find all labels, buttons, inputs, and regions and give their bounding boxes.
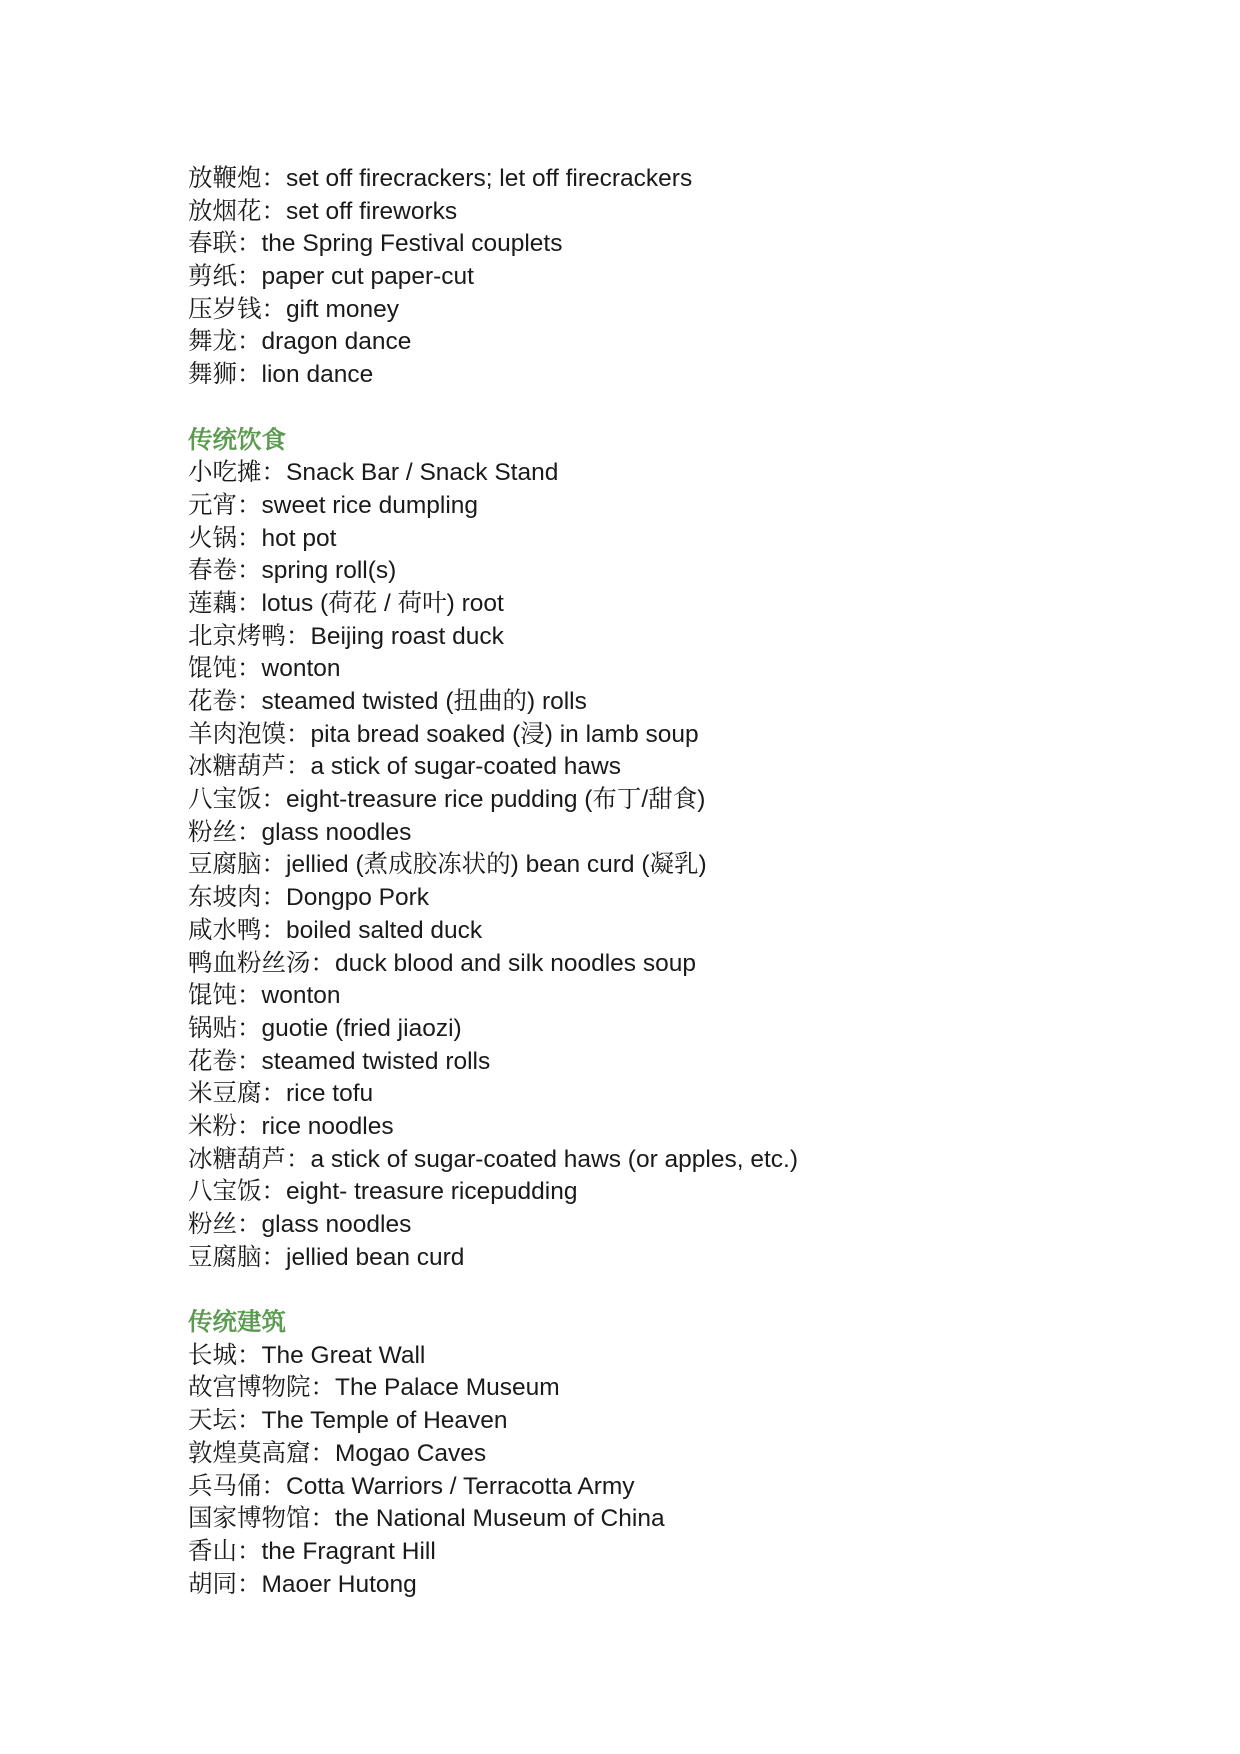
section-spacer — [188, 392, 1188, 425]
section-spacer — [188, 1274, 1188, 1307]
section-customs — [188, 163, 1188, 392]
list-item: 国家博物馆：the National Museum of China — [188, 1505, 665, 1533]
list-item: 春卷：spring roll(s) — [188, 557, 397, 585]
list-item: 故宫博物院：The Palace Museum — [188, 1374, 560, 1402]
list-item: 豆腐脑：jellied bean curd — [188, 1243, 465, 1271]
list-item: 舞龙：dragon dance — [188, 328, 412, 356]
list-item: 火锅：hot pot — [188, 524, 337, 552]
list-item: 锅贴：guotie (fried jiaozi) — [188, 1014, 462, 1042]
list-item: 天坛：The Temple of Heaven — [188, 1407, 508, 1435]
list-item: 鸭血粉丝汤：duck blood and silk noodles soup — [188, 949, 696, 977]
list-item: 馄饨：wonton — [188, 982, 341, 1010]
list-item: 馄饨：wonton — [188, 655, 341, 683]
section-heading: 传统建筑 — [188, 1309, 286, 1337]
list-item: 米豆腐：rice tofu — [188, 1080, 374, 1108]
list-item: 敦煌莫高窟：Mogao Caves — [188, 1439, 487, 1467]
list-item: 北京烤鸭：Beijing roast duck — [188, 622, 504, 650]
list-item: 胡同：Maoer Hutong — [188, 1570, 417, 1598]
list-item: 剪纸：paper cut paper-cut — [188, 263, 474, 291]
list-item: 冰糖葫芦：a stick of sugar-coated haws (or apples, etc.) — [188, 1145, 798, 1173]
document-page — [188, 163, 1188, 1601]
list-item: 春联：the Spring Festival couplets — [188, 230, 563, 258]
list-item: 东坡肉：Dongpo Pork — [188, 884, 430, 912]
list-item: 豆腐脑：jellied (煮成胶冻状的) bean curd (凝乳) — [188, 851, 707, 879]
list-item: 元宵：sweet rice dumpling — [188, 491, 479, 519]
list-item: 花卷：steamed twisted (扭曲的) rolls — [188, 688, 587, 715]
list-item: 放鞭炮：set off firecrackers; let off firecrackers — [188, 165, 693, 192]
list-item: 八宝饭：eight-treasure rice pudding (布丁/甜食) — [188, 786, 706, 814]
list-item: 羊肉泡馍：pita bread soaked (浸) in lamb soup — [188, 720, 699, 748]
list-item: 小吃摊：Snack Bar / Snack Stand — [188, 459, 559, 487]
section-traditional-architecture — [188, 1307, 1188, 1601]
list-item: 莲藕：lotus (荷花 / 荷叶) root — [188, 589, 504, 617]
section-heading: 传统饮食 — [188, 426, 286, 454]
list-item: 舞狮：lion dance — [188, 361, 374, 389]
list-item: 压岁钱：gift money — [188, 295, 400, 323]
list-item: 冰糖葫芦：a stick of sugar-coated haws — [188, 753, 621, 781]
list-item: 粉丝：glass noodles — [188, 1211, 412, 1238]
list-item: 花卷：steamed twisted rolls — [188, 1047, 491, 1075]
list-item: 咸水鸭：boiled salted duck — [188, 916, 483, 944]
list-item: 放烟花：set off fireworks — [188, 197, 458, 225]
section-traditional-food — [188, 425, 1188, 1275]
list-item: 兵马俑：Cotta Warriors / Terracotta Army — [188, 1472, 635, 1500]
list-item: 米粉：rice noodles — [188, 1112, 394, 1140]
list-item: 香山：the Fragrant Hill — [188, 1537, 436, 1565]
list-item: 八宝饭：eight- treasure ricepudding — [188, 1178, 578, 1206]
list-item: 粉丝：glass noodles — [188, 818, 412, 846]
list-item: 长城：The Great Wall — [188, 1341, 426, 1369]
